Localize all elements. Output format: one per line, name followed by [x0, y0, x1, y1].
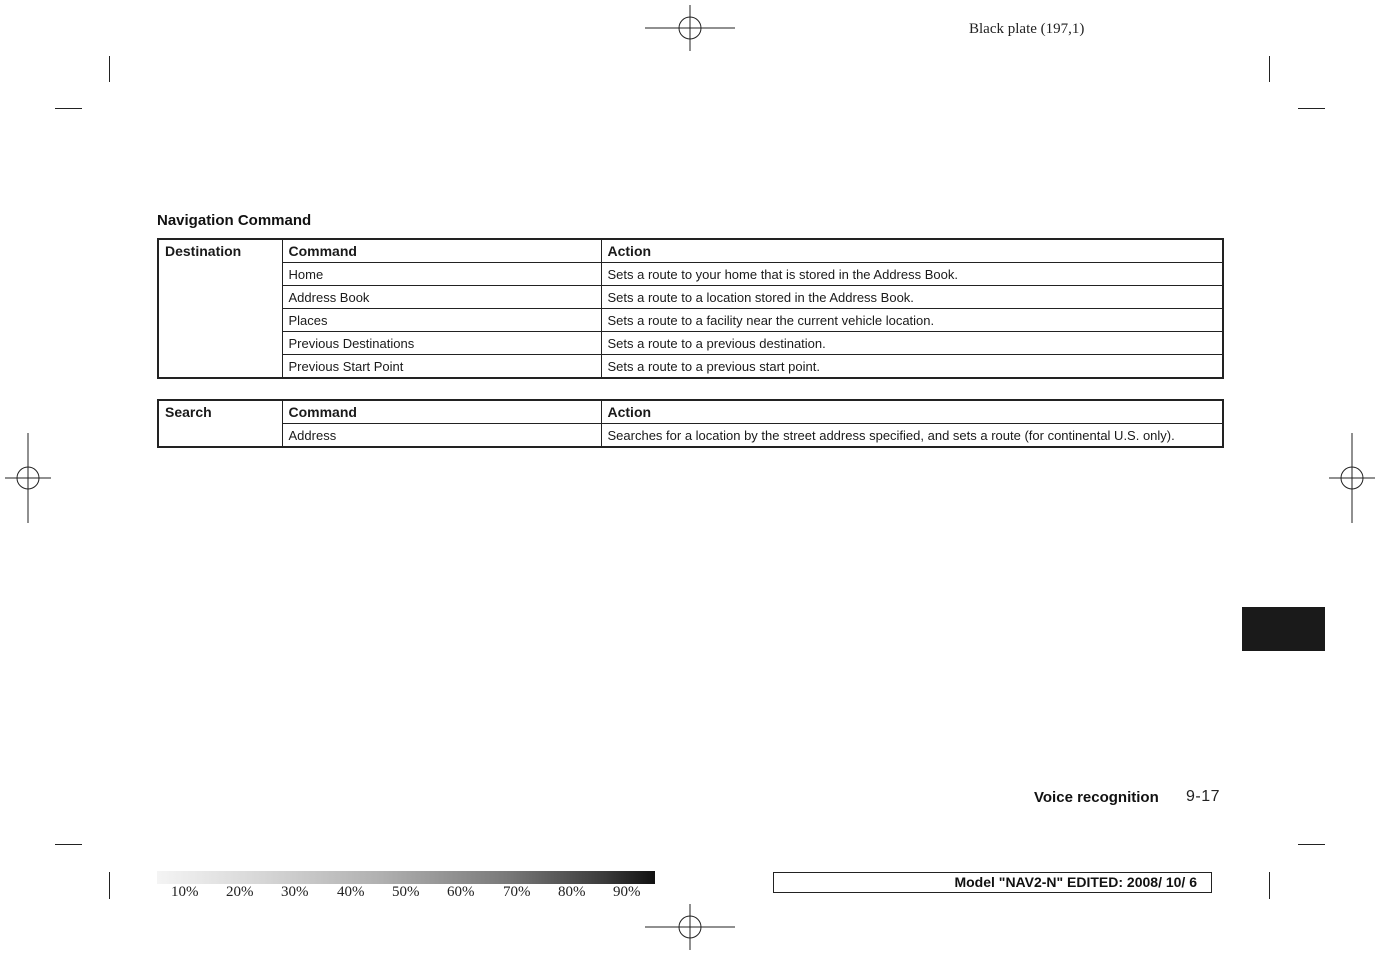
table-header-row — [158, 400, 1223, 424]
table-row — [158, 355, 1223, 379]
action-column-header: Action — [601, 400, 1223, 424]
command-cell: Previous Destinations — [282, 332, 601, 355]
tint-label: 20% — [226, 884, 254, 900]
crop-mark-bottom-left-horizontal — [55, 844, 82, 845]
table-row — [158, 332, 1223, 355]
crop-mark-bottom-left-vertical — [109, 872, 110, 899]
command-cell: Address Book — [282, 286, 601, 309]
tint-label: 80% — [558, 884, 586, 900]
table-row — [158, 424, 1223, 448]
crop-mark-top-left-horizontal — [55, 108, 82, 109]
destination-command-table — [157, 238, 1224, 379]
table-row — [158, 263, 1223, 286]
command-cell: Previous Start Point — [282, 355, 601, 379]
command-cell: Places — [282, 309, 601, 332]
group-label-destination: Destination — [158, 239, 282, 378]
action-cell: Sets a route to a facility near the current vehicle location. — [601, 309, 1223, 332]
command-column-header: Command — [282, 400, 601, 424]
tint-label: 90% — [613, 884, 641, 900]
tint-scale-bar — [157, 871, 655, 884]
registration-mark-top — [645, 5, 735, 51]
tint-label: 70% — [503, 884, 531, 900]
tint-label: 60% — [447, 884, 475, 900]
crop-mark-top-left-vertical — [109, 56, 110, 82]
registration-mark-left — [5, 433, 51, 523]
table-header-row — [158, 239, 1223, 263]
search-command-table — [157, 399, 1224, 448]
crop-mark-top-right-vertical — [1269, 56, 1270, 82]
tint-label: 50% — [392, 884, 420, 900]
tint-label: 30% — [281, 884, 309, 900]
chapter-thumb-tab — [1242, 607, 1325, 651]
registration-mark-right — [1329, 433, 1375, 523]
command-column-header: Command — [282, 239, 601, 263]
action-cell: Sets a route to your home that is stored in the Address Book. — [601, 263, 1223, 286]
table-row — [158, 309, 1223, 332]
crop-mark-bottom-right-horizontal — [1298, 844, 1325, 845]
page-number: 9-17 — [1186, 788, 1221, 805]
model-edited-stamp: Model "NAV2-N" EDITED: 2008/ 10/ 6 — [773, 872, 1212, 893]
registration-mark-bottom — [645, 904, 735, 950]
table-row — [158, 286, 1223, 309]
action-column-header: Action — [601, 239, 1223, 263]
crop-mark-bottom-right-vertical — [1269, 872, 1270, 899]
tint-label: 40% — [337, 884, 365, 900]
action-cell: Sets a route to a previous start point. — [601, 355, 1223, 379]
group-label-search: Search — [158, 400, 282, 447]
action-cell: Searches for a location by the street address specified, and sets a route (for continental U.S. only). — [601, 424, 1223, 448]
command-cell: Address — [282, 424, 601, 448]
footer-section-name: Voice recognition — [1034, 789, 1159, 806]
section-title: Navigation Command — [157, 212, 312, 229]
tint-label: 10% — [171, 884, 199, 900]
crop-mark-top-right-horizontal — [1298, 108, 1325, 109]
tint-scale-labels — [157, 884, 655, 902]
plate-label: Black plate (197,1) — [969, 21, 1085, 37]
action-cell: Sets a route to a location stored in the Address Book. — [601, 286, 1223, 309]
command-cell: Home — [282, 263, 601, 286]
action-cell: Sets a route to a previous destination. — [601, 332, 1223, 355]
